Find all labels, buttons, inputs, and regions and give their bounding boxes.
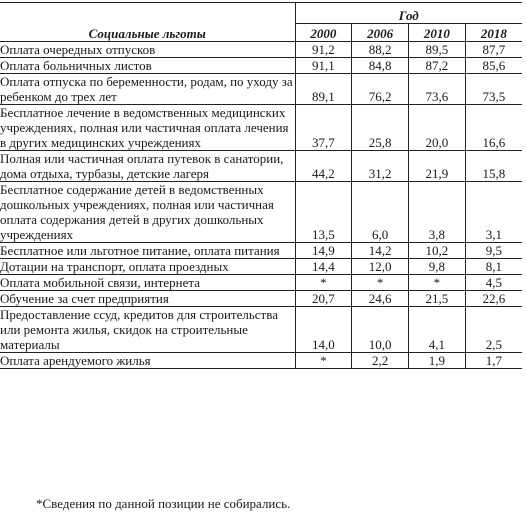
table-row [0,353,522,369]
value-cell: 89,1 [295,74,352,105]
table-row [0,151,522,182]
value-cell: 10,2 [409,243,466,259]
value-cell: 91,1 [295,58,352,74]
value-cell: 91,2 [295,42,352,58]
value-cell: 21,9 [409,151,466,182]
table-row [0,105,522,151]
benefit-name: Бесплатное лечение в ведомственных медицинских учреждениях, полная или частичная оплата лечения в других медицинских учреждениях [0,105,295,151]
benefit-name: Оплата арендуемого жилья [0,353,295,369]
table-row [0,74,522,105]
year-column-header: Год [295,3,522,24]
value-cell: 21,5 [409,291,466,307]
benefit-name: Дотации на транспорт, оплата проездных [0,259,295,275]
value-cell: 9,8 [409,259,466,275]
table-row [0,58,522,74]
value-cell: 22,6 [465,291,522,307]
value-cell: 8,1 [465,259,522,275]
value-cell: 3,1 [465,182,522,243]
value-cell: 1,9 [409,353,466,369]
table-row [0,307,522,353]
benefits-column-header: Социальные льготы [0,3,295,42]
year-2000-header: 2000 [295,24,352,42]
value-cell: 37,7 [295,105,352,151]
benefit-name: Обучение за счет предприятия [0,291,295,307]
table-row [0,259,522,275]
table-row [0,243,522,259]
value-cell: 15,8 [465,151,522,182]
value-cell: 13,5 [295,182,352,243]
table-row [0,275,522,291]
value-cell: 24,6 [352,291,409,307]
value-cell: 16,6 [465,105,522,151]
value-cell: 2,5 [465,307,522,353]
value-cell: 73,5 [465,74,522,105]
value-cell: 14,9 [295,243,352,259]
value-cell: 6,0 [352,182,409,243]
value-cell: 14,0 [295,307,352,353]
benefit-name: Оплата очередных отпусков [0,42,295,58]
value-cell: 1,7 [465,353,522,369]
value-cell: 85,6 [465,58,522,74]
value-cell: 4,5 [465,275,522,291]
value-cell: 14,4 [295,259,352,275]
table-row [0,182,522,243]
value-cell: * [352,275,409,291]
footnote: *Сведения по данной позиции не собирались. [36,496,291,511]
value-cell: 4,1 [409,307,466,353]
value-cell: 9,5 [465,243,522,259]
value-cell: 3,8 [409,182,466,243]
value-cell: 31,2 [352,151,409,182]
social-benefits-table [0,2,522,369]
benefit-name: Бесплатное содержание детей в ведомственных дошкольных учреждениях, полная или частичная оплата содержания детей в других дошкольных учреждениях [0,182,295,243]
value-cell: * [295,275,352,291]
value-cell: 10,0 [352,307,409,353]
benefit-name: Бесплатное или льготное питание, оплата питания [0,243,295,259]
value-cell: 87,7 [465,42,522,58]
benefit-name: Оплата отпуска по беременности, родам, по уходу за ребенком до трех лет [0,74,295,105]
value-cell: 44,2 [295,151,352,182]
benefit-name: Предоставление ссуд, кредитов для строительства или ремонта жилья, скидок на строительные материалы [0,307,295,353]
value-cell: 20,0 [409,105,466,151]
value-cell: * [295,353,352,369]
table-row [0,291,522,307]
benefit-name: Оплата мобильной связи, интернета [0,275,295,291]
value-cell: 12,0 [352,259,409,275]
value-cell: 84,8 [352,58,409,74]
benefit-name: Оплата больничных листов [0,58,295,74]
value-cell: 20,7 [295,291,352,307]
value-cell: 14,2 [352,243,409,259]
value-cell: 73,6 [409,74,466,105]
benefit-name: Полная или частичная оплата путевок в санатории, дома отдыха, турбазы, детские лагеря [0,151,295,182]
value-cell: 76,2 [352,74,409,105]
value-cell: 88,2 [352,42,409,58]
value-cell: 89,5 [409,42,466,58]
value-cell: 87,2 [409,58,466,74]
year-2018-header: 2018 [465,24,522,42]
year-2006-header: 2006 [352,24,409,42]
value-cell: 25,8 [352,105,409,151]
table-row [0,42,522,58]
year-2010-header: 2010 [409,24,466,42]
value-cell: * [409,275,466,291]
value-cell: 2,2 [352,353,409,369]
